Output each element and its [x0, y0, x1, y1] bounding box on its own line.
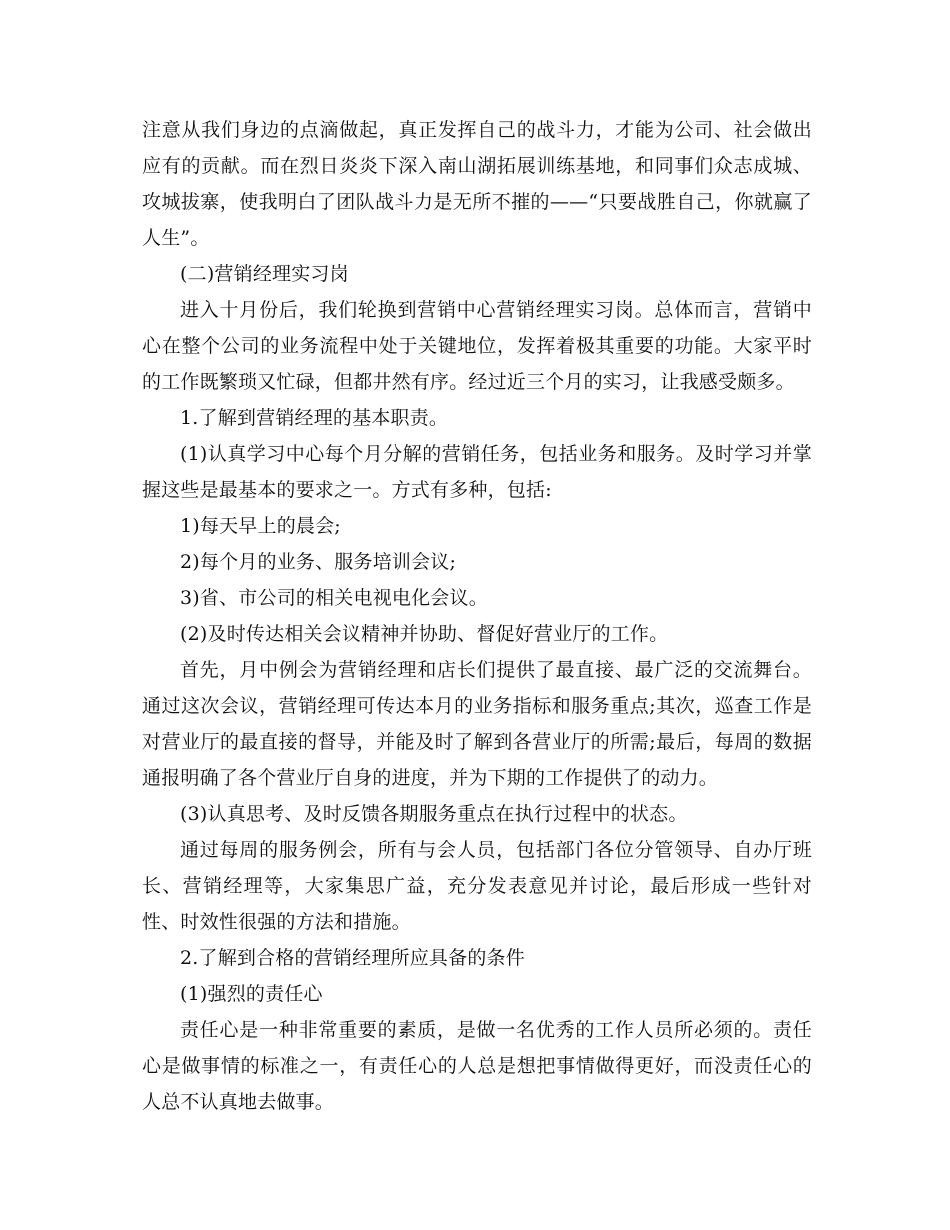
paragraph: 进入十月份后，我们轮换到营销中心营销经理实习岗。总体而言，营销中心在整个公司的业务流程中处于关键地位，发挥着极其重要的功能。大家平时的工作既繁琐又忙碌，但都井然有序。经过近三个月的实习，让我感受颇多。 — [142, 299, 812, 393]
paragraph: (1)认真学习中心每个月分解的营销任务，包括业务和服务。及时学习并掌握这些是最基本的要求之一。方式有多种，包括: — [142, 443, 812, 501]
list-item: 2)每个月的业务、服务培训会议; — [180, 551, 457, 573]
paragraph: 首先，月中例会为营销经理和店长们提供了最直接、最广泛的交流舞台。通过这次会议，营销经理可传达本月的业务指标和服务重点;其次，巡查工作是对营业厅的最直接的督导，并能及时了解到各营业厅的所需;最后，每周的数据通报明确了各个营业厅自身的进度，并为下期的工作提供了的动力。 — [142, 659, 812, 789]
paragraph: 责任心是一种非常重要的素质，是做一名优秀的工作人员所必须的。责任心是做事情的标准之一，有责任心的人总是想把事情做得更好，而没责任心的人总不认真地去做事。 — [142, 1019, 812, 1113]
paragraph-continued: 注意从我们身边的点滴做起，真正发挥自己的战斗力，才能为公司、社会做出应有的贡献。而在烈日炎炎下深入南山湖拓展训练基地，和同事们众志成城、攻城拔寨，使我明白了团队战斗力是无所不摧的——“只要战胜自己，你就赢了人生”。 — [142, 119, 812, 249]
subheading: 2.了解到合格的营销经理所应具备的条件 — [180, 947, 525, 969]
list-item: 3)省、市公司的相关电视电化会议。 — [180, 587, 488, 609]
section-heading: (二)营销经理实习岗 — [180, 263, 349, 285]
paragraph: (2)及时传达相关会议精神并协助、督促好营业厅的工作。 — [180, 623, 669, 645]
subheading: (1)强烈的责任心 — [180, 983, 323, 1005]
list-item: 1)每天早上的晨会; — [180, 515, 341, 537]
subheading: 1.了解到营销经理的基本职责。 — [180, 407, 449, 429]
paragraph: (3)认真思考、及时反馈各期服务重点在执行过程中的状态。 — [180, 803, 688, 825]
paragraph: 通过每周的服务例会，所有与会人员，包括部门各位分管领导、自办厅班长、营销经理等，大家集思广益，充分发表意见并讨论，最后形成一些针对性、时效性很强的方法和措施。 — [142, 839, 812, 933]
document-body — [142, 112, 812, 1120]
